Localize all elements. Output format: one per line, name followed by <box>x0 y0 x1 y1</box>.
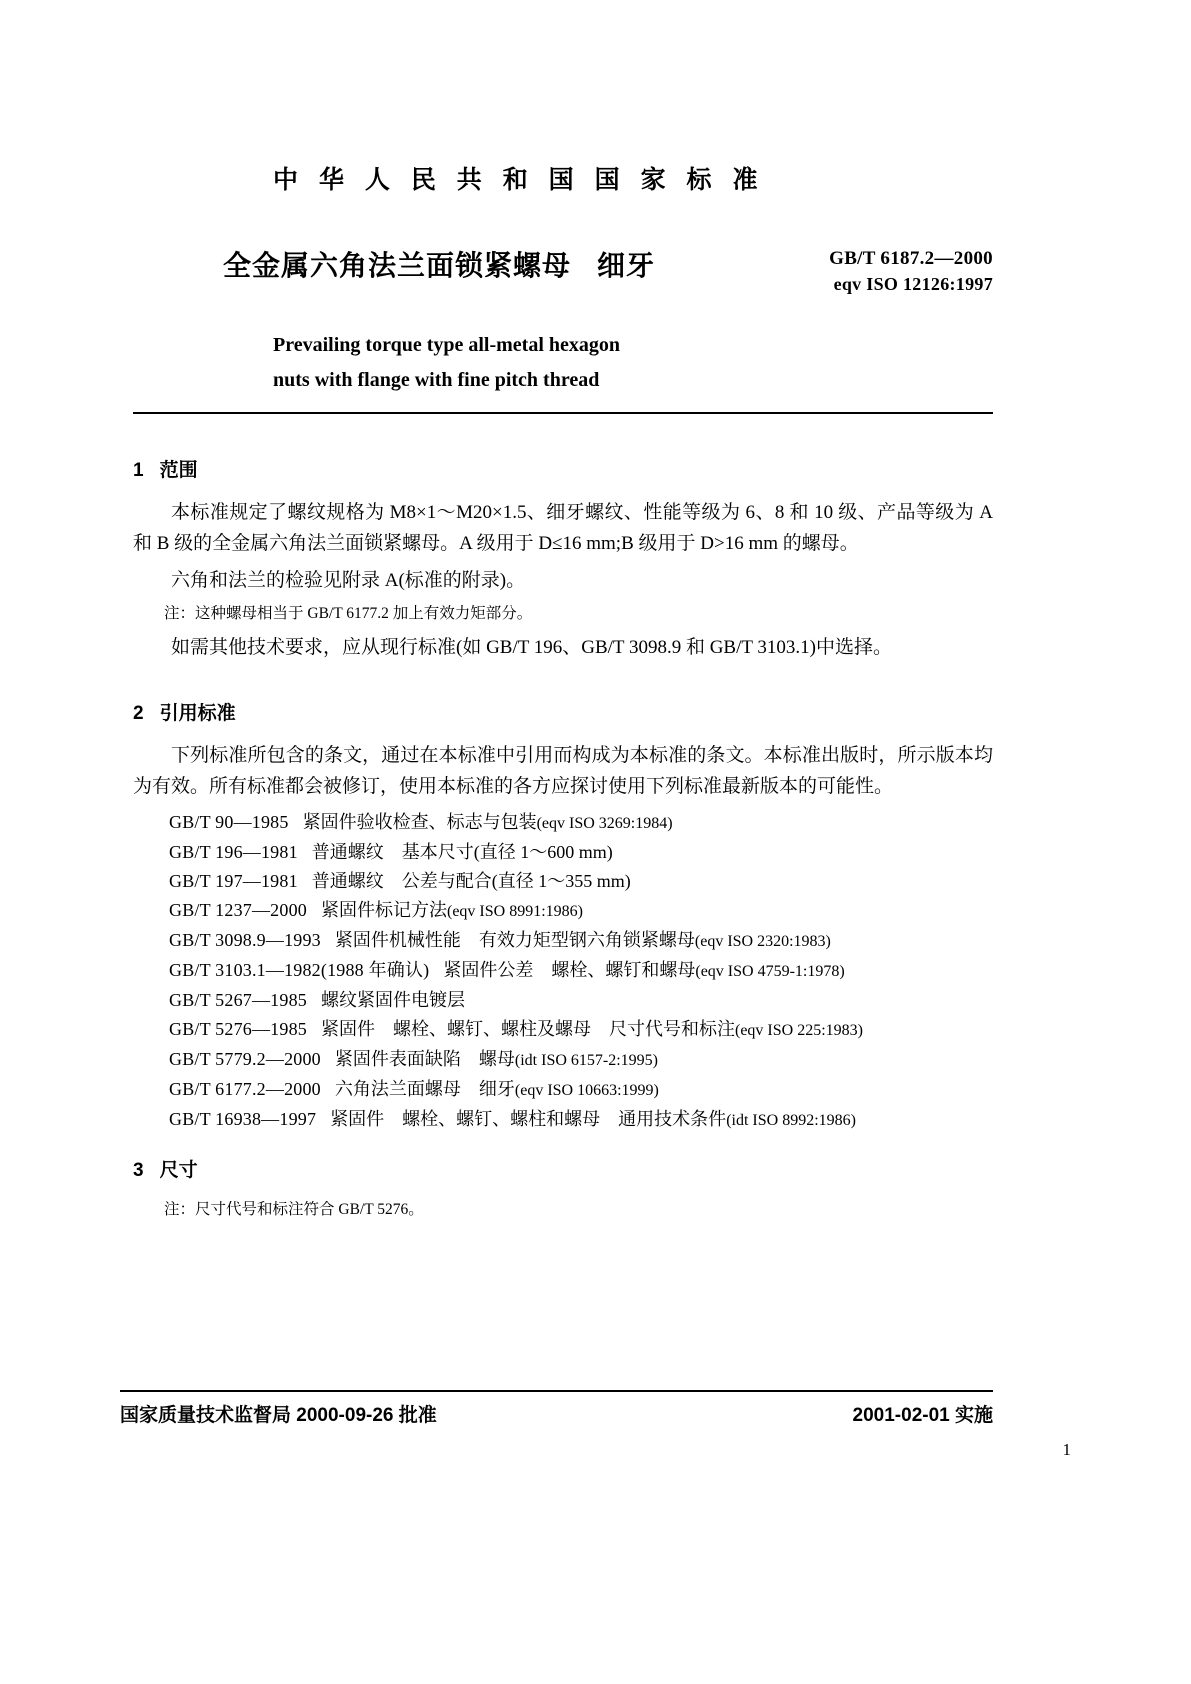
reference-item <box>133 926 993 956</box>
section-number-3: 3 <box>133 1160 144 1182</box>
reference-iso-equivalent: (eqv ISO 4759-1:1978) <box>695 963 845 981</box>
section-title-1: 范围 <box>159 460 198 481</box>
reference-code: GB/T 5779.2—2000 <box>169 1049 321 1070</box>
reference-item <box>133 1045 993 1075</box>
reference-title: 普通螺纹 公差与配合(直径 1～355 mm) <box>311 871 631 892</box>
reference-title: 紧固件公差 螺栓、螺钉和螺母 <box>443 960 696 981</box>
reference-title: 螺纹紧固件电镀层 <box>320 990 465 1011</box>
title-english-line1: Prevailing torque type all-metal hexagon <box>273 334 621 356</box>
masthead-divider <box>133 412 993 414</box>
document-body <box>133 455 993 1229</box>
scope-paragraph-1: 本标准规定了螺纹规格为 M8×1～M20×1.5、细牙螺纹、性能等级为 6、8 和 10 级、产品等级为 A 和 B 级的全金属六角法兰面锁紧螺母。A 级用于 D≤16 mm;B 级用于 D>16 mm 的螺母。 <box>133 502 993 554</box>
reference-item <box>133 1015 993 1045</box>
reference-item <box>133 808 993 838</box>
title-english-line2: nuts with flange with fine pitch thread <box>273 369 600 391</box>
reference-title: 紧固件验收检查、标志与包装 <box>302 812 537 833</box>
reference-code: GB/T 5276—1985 <box>169 1019 307 1040</box>
reference-code: GB/T 196—1981 <box>169 842 298 863</box>
page-footer <box>120 1400 993 1427</box>
reference-code: GB/T 3103.1—1982(1988 年确认) <box>169 960 430 981</box>
reference-title: 六角法兰面螺母 细牙 <box>334 1079 515 1100</box>
national-standard-banner: 中 华 人 民 共 和 国 国 家 标 准 <box>273 166 765 194</box>
reference-title: 紧固件机械性能 有效力矩型钢六角锁紧螺母 <box>334 930 695 951</box>
equivalent-iso-standard: eqv ISO 12126:1997 <box>833 274 993 295</box>
reference-iso-equivalent: (idt ISO 6157-2:1995) <box>514 1052 658 1070</box>
standard-number-block <box>829 246 993 297</box>
reference-code: GB/T 90—1985 <box>169 812 289 833</box>
title-english <box>273 328 993 398</box>
reference-code: GB/T 1237—2000 <box>169 900 307 921</box>
reference-item <box>133 1075 993 1105</box>
title-chinese-sub: 细牙 <box>597 250 656 281</box>
reference-title: 紧固件表面缺陷 螺母 <box>334 1049 515 1070</box>
reference-title: 普通螺纹 基本尺寸(直径 1～600 mm) <box>311 842 613 863</box>
reference-title: 紧固件 螺栓、螺钉、螺柱及螺母 尺寸代号和标注 <box>320 1019 735 1040</box>
reference-iso-equivalent: (eqv ISO 10663:1999) <box>514 1082 659 1100</box>
reference-item <box>133 867 993 896</box>
reference-item <box>133 986 993 1015</box>
section-number-2: 2 <box>133 702 144 724</box>
section-heading-references <box>133 698 993 725</box>
title-row <box>133 244 993 314</box>
reference-code: GB/T 5267—1985 <box>169 990 307 1011</box>
references-intro: 下列标准所包含的条文，通过在本标准中引用而构成为本标准的条文。本标准出版时，所示版本均为有效。所有标准都会被修订，使用本标准的各方应探讨使用下列标准最新版本的可能性。 <box>133 744 993 797</box>
reference-item <box>133 838 993 867</box>
section-title-2: 引用标准 <box>159 702 236 724</box>
section-title-3: 尺寸 <box>159 1160 198 1182</box>
page-title <box>223 244 655 284</box>
reference-item <box>133 1105 993 1135</box>
implementation-date: 2001-02-01 实施 <box>852 1405 993 1426</box>
section-heading-scope <box>133 455 993 482</box>
reference-iso-equivalent: (eqv ISO 3269:1984) <box>536 815 673 833</box>
approval-statement: 国家质量技术监督局 2000-09-26 批准 <box>120 1405 437 1426</box>
reference-iso-equivalent: (eqv ISO 2320:1983) <box>694 933 831 951</box>
reference-title: 紧固件标记方法 <box>320 900 447 921</box>
scope-paragraph-2: 六角和法兰的检验见附录 A(标准的附录)。 <box>171 569 526 591</box>
dimensions-note: 注：尺寸代号和标注符合 GB/T 5276。 <box>164 1201 424 1219</box>
section-number-1: 1 <box>133 460 144 481</box>
standard-number: GB/T 6187.2—2000 <box>829 248 993 269</box>
reference-title: 紧固件 螺栓、螺钉、螺柱和螺母 通用技术条件 <box>330 1109 727 1130</box>
scope-note: 注：这种螺母相当于 GB/T 6177.2 加上有效力矩部分。 <box>164 605 533 623</box>
scope-paragraph-3: 如需其他技术要求，应从现行标准(如 GB/T 196、GB/T 3098.9 和 GB/T 3103.1)中选择。 <box>171 637 892 659</box>
page-number: 1 <box>1062 1440 1071 1459</box>
reference-code: GB/T 197—1981 <box>169 871 298 892</box>
reference-code: GB/T 16938—1997 <box>169 1109 317 1130</box>
reference-iso-equivalent: (idt ISO 8992:1986) <box>726 1112 856 1130</box>
reference-iso-equivalent: (eqv ISO 225:1983) <box>734 1022 863 1040</box>
title-chinese-main: 全金属六角法兰面锁紧螺母 <box>223 250 572 281</box>
reference-item <box>133 896 993 926</box>
reference-item <box>133 956 993 986</box>
reference-code: GB/T 6177.2—2000 <box>169 1079 321 1100</box>
document-masthead <box>133 160 993 398</box>
section-heading-dimensions <box>133 1155 993 1182</box>
reference-code: GB/T 3098.9—1993 <box>169 930 321 951</box>
footer-divider <box>120 1390 993 1392</box>
reference-iso-equivalent: (eqv ISO 8991:1986) <box>446 903 583 921</box>
referenced-standards-list <box>133 808 993 1135</box>
